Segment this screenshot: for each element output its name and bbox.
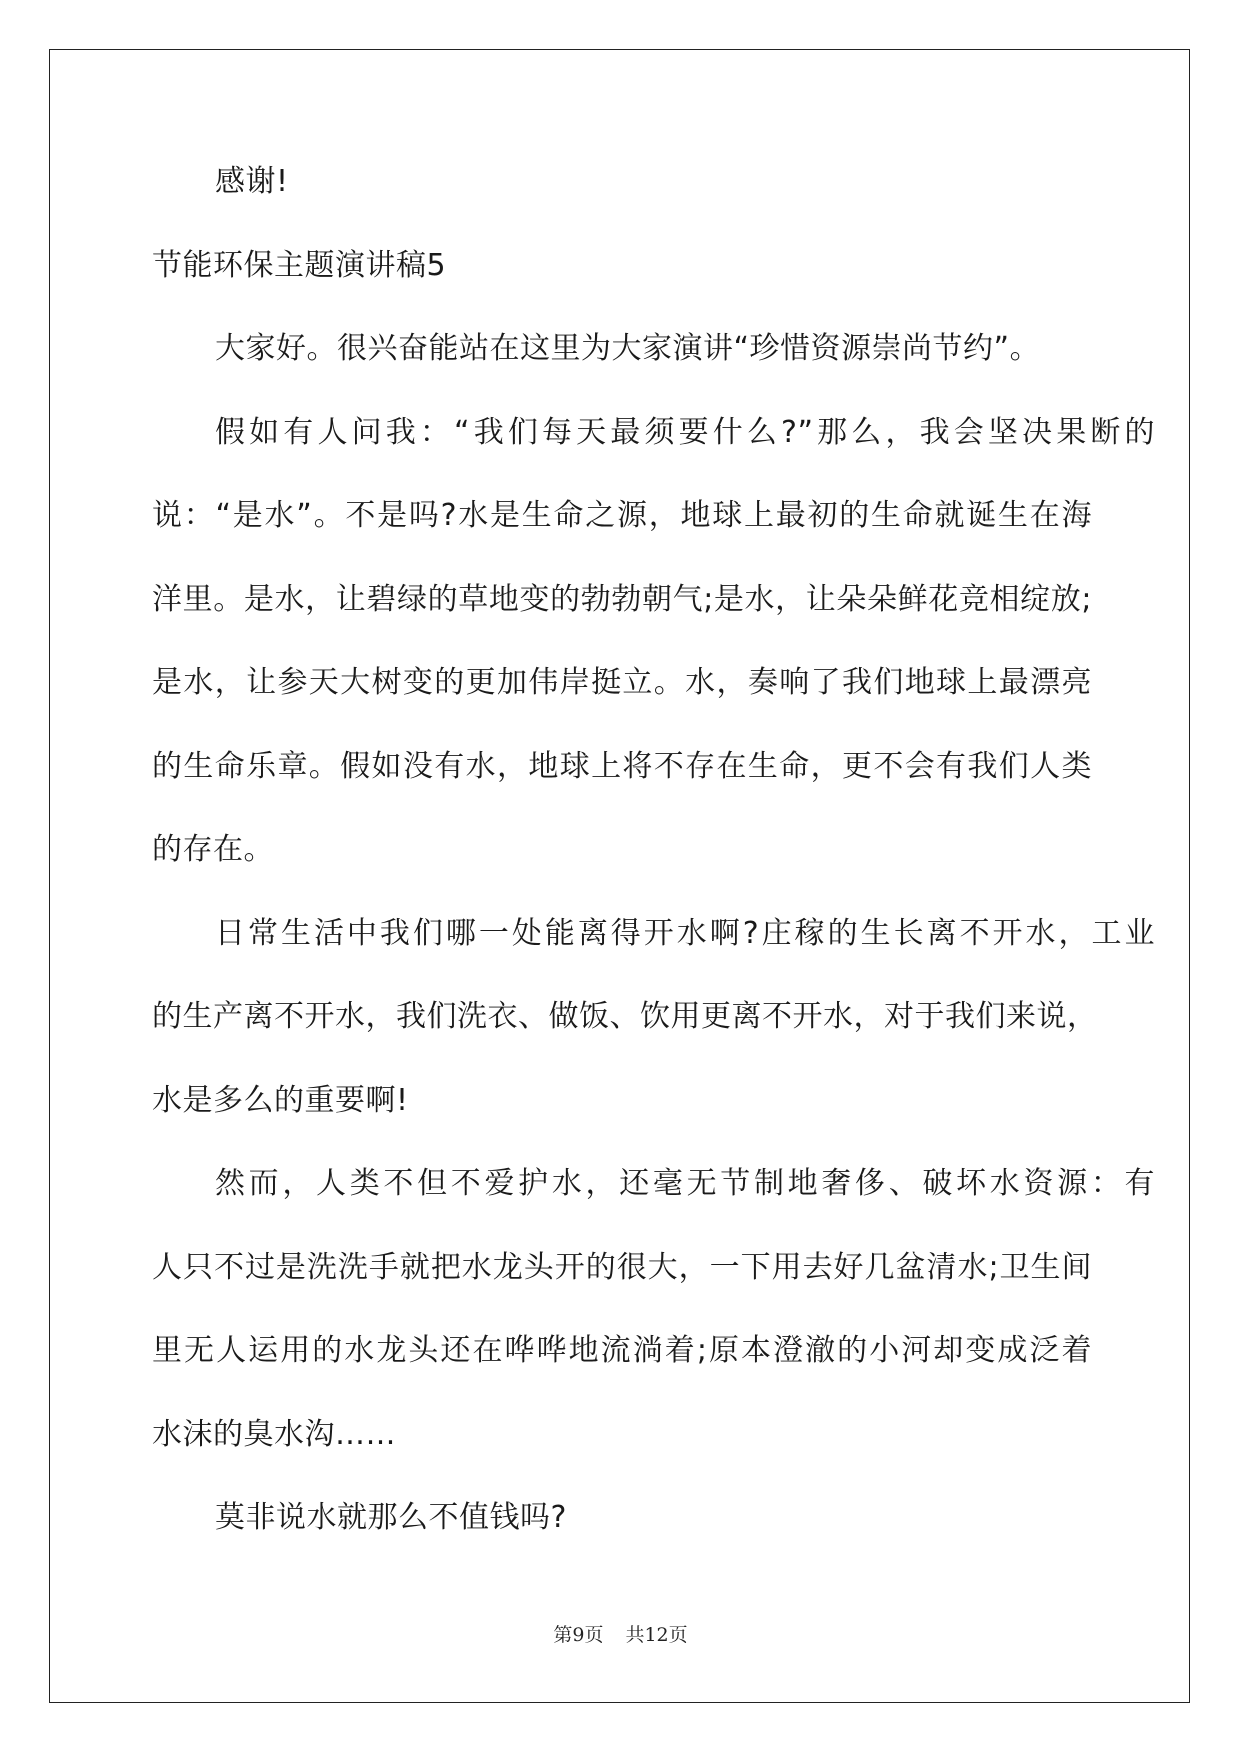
paragraph-thanks: 感谢! <box>215 164 289 199</box>
paragraph-line: 的生产离不开水，我们洗衣、做饭、饮用更离不开水，对于我们来说， <box>152 999 1098 1034</box>
page-number: 第9页 <box>553 1624 604 1646</box>
paragraph-greeting: 大家好。很兴奋能站在这里为大家演讲“珍惜资源崇尚节约”。 <box>215 331 1041 366</box>
page-footer <box>0 1620 1241 1647</box>
paragraph-line: 水沫的臭水沟…… <box>152 1416 396 1452</box>
page-total: 共12页 <box>625 1624 688 1646</box>
paragraph-line: 里无人运用的水龙头还在哗哗地流淌着;原本澄澈的小河却变成泛着 <box>152 1333 1092 1368</box>
paragraph-line: 的存在。 <box>152 832 274 867</box>
paragraph-line: 然而，人类不但不爱护水，还毫无节制地奢侈、破坏水资源：有 <box>215 1166 1155 1201</box>
section-heading: 节能环保主题演讲稿5 <box>152 247 447 283</box>
paragraph-line: 的生命乐章。假如没有水，地球上将不存在生命，更不会有我们人类 <box>152 748 1092 784</box>
paragraph-line: 莫非说水就那么不值钱吗? <box>215 1500 567 1535</box>
paragraph-line: 是水，让参天大树变的更加伟岸挺立。水，奏响了我们地球上最漂亮 <box>152 665 1092 700</box>
paragraph-line: 假如有人问我：“我们每天最须要什么?”那么，我会坚决果断的 <box>215 414 1155 450</box>
paragraph-line: 洋里。是水，让碧绿的草地变的勃勃朝气;是水，让朵朵鲜花竞相绽放; <box>152 581 1092 617</box>
paragraph-line: 日常生活中我们哪一处能离得开水啊?庄稼的生长离不开水，工业 <box>215 915 1155 951</box>
paragraph-line: 水是多么的重要啊! <box>152 1082 409 1118</box>
paragraph-line: 说：“是水”。不是吗?水是生命之源，地球上最初的生命就诞生在海 <box>152 498 1092 533</box>
paragraph-line: 人只不过是洗洗手就把水龙头开的很大，一下用去好几盆清水;卫生间 <box>152 1249 1092 1285</box>
document-body <box>152 155 1155 1575</box>
